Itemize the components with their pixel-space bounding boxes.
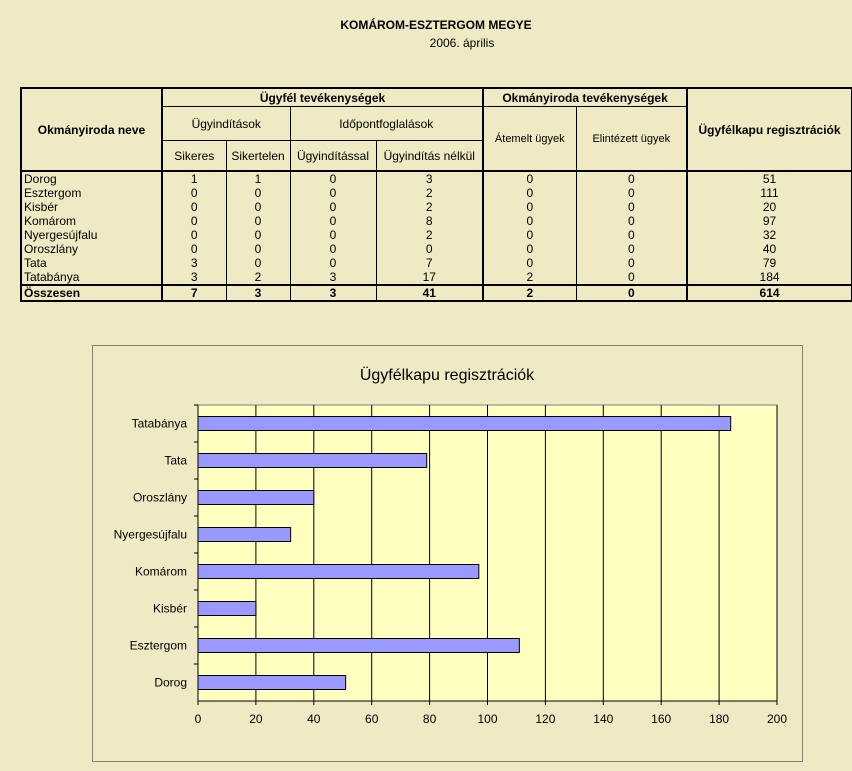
cell-unsuccessful: 0 bbox=[226, 228, 290, 242]
sub-appointments-header: Időpontfoglalások bbox=[290, 107, 483, 141]
cell-with-init: 0 bbox=[290, 186, 376, 200]
y-tick-label: Tatabánya bbox=[131, 416, 187, 431]
cell-with-init: 0 bbox=[290, 171, 376, 186]
bar bbox=[198, 565, 479, 579]
cell-successful: 3 bbox=[162, 256, 226, 270]
sub-initiations-header: Ügyindítások bbox=[162, 107, 290, 141]
cell-without-init: 8 bbox=[376, 214, 483, 228]
cell-completed: 0 bbox=[576, 228, 687, 242]
total-label: Összesen bbox=[21, 285, 162, 301]
cell-registrations: 40 bbox=[687, 242, 852, 256]
y-tick-label: Kisbér bbox=[152, 601, 187, 616]
cell-unsuccessful: 2 bbox=[226, 270, 290, 285]
cell-completed: 0 bbox=[576, 200, 687, 214]
cell-transferred: 0 bbox=[483, 186, 576, 200]
cell-unsuccessful: 0 bbox=[226, 214, 290, 228]
y-tick-label: Dorog bbox=[154, 675, 187, 690]
group-client-header: Ügyfél tevékenységek bbox=[162, 88, 483, 107]
cell-with-init: 0 bbox=[290, 214, 376, 228]
cell-transferred: 0 bbox=[483, 228, 576, 242]
office-name: Nyergesújfalu bbox=[21, 228, 162, 242]
cell-transferred: 2 bbox=[483, 270, 576, 285]
y-tick-label: Komárom bbox=[134, 564, 187, 579]
cell-transferred: 0 bbox=[483, 200, 576, 214]
cell-unsuccessful: 0 bbox=[226, 242, 290, 256]
col-transferred-header: Átemelt ügyek bbox=[483, 107, 576, 172]
office-name: Tatabánya bbox=[21, 270, 162, 285]
col-with-init-header: Ügyindítással bbox=[290, 141, 376, 172]
report-title: KOMÁROM-ESZTERGOM MEGYE bbox=[340, 18, 532, 32]
cell-completed: 0 bbox=[576, 270, 687, 285]
bar bbox=[198, 454, 427, 468]
cell-unsuccessful: 0 bbox=[226, 256, 290, 270]
x-tick-label: 100 bbox=[477, 712, 498, 726]
office-name: Dorog bbox=[21, 171, 162, 186]
cell-with-init: 0 bbox=[290, 228, 376, 242]
cell-without-init: 3 bbox=[376, 171, 483, 186]
cell-unsuccessful: 0 bbox=[226, 200, 290, 214]
x-tick-label: 140 bbox=[593, 712, 614, 726]
y-tick-label: Esztergom bbox=[129, 638, 187, 653]
x-tick-label: 20 bbox=[249, 712, 263, 726]
cell-completed: 0 bbox=[576, 256, 687, 270]
cell-registrations: 32 bbox=[687, 228, 852, 242]
cell-unsuccessful: 1 bbox=[226, 171, 290, 186]
bar bbox=[198, 639, 519, 653]
cell-successful: 1 bbox=[162, 171, 226, 186]
cell-without-init: 2 bbox=[376, 228, 483, 242]
x-tick-label: 180 bbox=[709, 712, 730, 726]
x-tick-label: 160 bbox=[651, 712, 672, 726]
cell-transferred: 0 bbox=[483, 256, 576, 270]
y-tick-label: Nyergesújfalu bbox=[113, 527, 187, 542]
cell-registrations: 51 bbox=[687, 171, 852, 186]
group-office-header: Okmányiroda tevékenységek bbox=[483, 88, 687, 107]
cell-completed: 0 bbox=[576, 242, 687, 256]
bar bbox=[198, 602, 256, 616]
cell-without-init: 41 bbox=[376, 285, 483, 301]
bar bbox=[198, 676, 346, 690]
office-name: Oroszlány bbox=[21, 242, 162, 256]
cell-registrations: 97 bbox=[687, 214, 852, 228]
cell-successful: 3 bbox=[162, 270, 226, 285]
cell-with-init: 3 bbox=[290, 285, 376, 301]
bar bbox=[198, 417, 731, 431]
cell-completed: 0 bbox=[576, 171, 687, 186]
cell-with-init: 3 bbox=[290, 270, 376, 285]
cell-without-init: 2 bbox=[376, 200, 483, 214]
cell-successful: 0 bbox=[162, 228, 226, 242]
cell-transferred: 0 bbox=[483, 171, 576, 186]
x-tick-label: 60 bbox=[365, 712, 379, 726]
col-registrations-header: Ügyfélkapu regisztrációk bbox=[687, 88, 852, 171]
x-tick-label: 0 bbox=[194, 712, 202, 726]
cell-registrations: 614 bbox=[687, 285, 852, 301]
cell-successful: 0 bbox=[162, 214, 226, 228]
col-completed-header: Elintézett ügyek bbox=[576, 107, 687, 172]
cell-with-init: 0 bbox=[290, 200, 376, 214]
x-tick-label: 80 bbox=[422, 712, 437, 726]
col-successful-header: Sikeres bbox=[162, 141, 226, 172]
cell-registrations: 20 bbox=[687, 200, 852, 214]
x-tick-label: 200 bbox=[766, 712, 788, 726]
cell-registrations: 79 bbox=[687, 256, 852, 270]
cell-with-init: 0 bbox=[290, 242, 376, 256]
cell-completed: 0 bbox=[576, 186, 687, 200]
cell-unsuccessful: 3 bbox=[226, 285, 290, 301]
col-without-init-header: Ügyindítás nélkül bbox=[376, 141, 483, 172]
office-name: Tata bbox=[21, 256, 162, 270]
y-tick-label: Oroszlány bbox=[132, 490, 187, 505]
col-unsuccessful-header: Sikertelen bbox=[226, 141, 290, 172]
cell-transferred: 2 bbox=[483, 285, 576, 301]
chart-title: Ügyfélkapu regisztrációk bbox=[359, 367, 535, 384]
cell-registrations: 184 bbox=[687, 270, 852, 285]
cell-completed: 0 bbox=[576, 214, 687, 228]
cell-successful: 7 bbox=[162, 285, 226, 301]
cell-successful: 0 bbox=[162, 200, 226, 214]
cell-transferred: 0 bbox=[483, 214, 576, 228]
cell-with-init: 0 bbox=[290, 256, 376, 270]
office-name: Komárom bbox=[21, 214, 162, 228]
report-period: 2006. április bbox=[429, 36, 495, 50]
cell-without-init: 7 bbox=[376, 256, 483, 270]
office-name: Esztergom bbox=[21, 186, 162, 200]
cell-successful: 0 bbox=[162, 186, 226, 200]
cell-successful: 0 bbox=[162, 242, 226, 256]
cell-without-init: 17 bbox=[376, 270, 483, 285]
x-tick-label: 40 bbox=[307, 712, 321, 726]
bar bbox=[198, 491, 314, 505]
office-name: Kisbér bbox=[21, 200, 162, 214]
y-tick-label: Tata bbox=[164, 453, 187, 468]
cell-without-init: 0 bbox=[376, 242, 483, 256]
cell-transferred: 0 bbox=[483, 242, 576, 256]
cell-completed: 0 bbox=[576, 285, 687, 301]
cell-unsuccessful: 0 bbox=[226, 186, 290, 200]
col-office-header: Okmányiroda neve bbox=[21, 88, 162, 171]
cell-without-init: 2 bbox=[376, 186, 483, 200]
cell-registrations: 111 bbox=[687, 186, 852, 200]
bar bbox=[198, 528, 291, 542]
x-tick-label: 120 bbox=[535, 712, 556, 726]
